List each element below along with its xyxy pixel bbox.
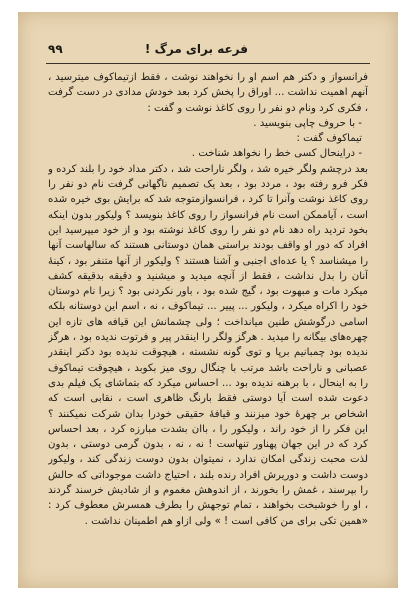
dialogue-line: - دراینحال کسی خط را نخواهد شناخت . — [191, 148, 362, 160]
paragraph: فرانسواز و دکتر هم اسم او را نخواهند نوشت ، فقط ازتیماکوف میترسید ، آنهم اهمیت نداشت ... اوراق را پخش کرد بعد خودش مدادی در دست گرفت ، فکری کرد ونام دو نفر را روی کاغذ نوشت و گفت : — [48, 72, 368, 114]
body-text — [48, 70, 368, 570]
running-title: فرعه برای مرگ ! — [144, 42, 248, 56]
dialogue-line: تیماکوف گفت : — [296, 133, 362, 145]
header-rule — [46, 63, 370, 64]
page-header — [48, 42, 368, 60]
paragraph: بعد درچشم ولگر خیره شد ، ولگر ناراحت شد ، دکتر مداد خود را بلند کرده و فکر فرو رفته بود ، مردد بود ، بعد یک تصمیم ناگهانی گرفت نام دو نفر را روی کاغذ نوشت وآنرا تا کرد ، فرانسوازمتوجه شد که برایش بوی خیره شده است ، آیاممکن است نام فرانسواز را روی کاغذ بنویسد ؟ ولیکور بدون اینکه بخود تردید راه دهد نام دو نفر را روی کاغذ نوشته بود و از خود میپرسید این افراد که دور او واقف بودند براستی همان دوستانی هستند که سالهاست آنها را میشناسد ؟ یا عده‌ای اجنبی و آشنا هستند ؟ ولیکور از آنها متنفر بود ، کینهٔ آنان را بدل نداشت ، فقط از آنچه میدید و میشنید و دقیقه بدقیقه کشف میکرد مات و مبهوت بود ، گیج شده بود ، باور نکردنی بود ؟ زیرا نام دوستان خود را اکراه میکرد ، ولیکور ... پییر ... تیماکوف ، نه ، اسم این دوستانه بلکه اسامی درگوشش طنین میانداخت ؛ ولی چشمانش این قیافه های تازه این چهره‌های بیگانه را میدید . هرگز ولگر را اینقدر پیر و فرتوت ندیده بود ، هرگز ندیده بود چمبانیم برپا و توی گونه نشسته ، هیچوقت ندیده بود دکتر اینقدر عصبانی و ناراحت باشد مرتب با چنگال روی میز بکوبد ، هیچوقت تیماکوف را به اینحال ، با برهنه ندیده بود ... احساس میکرد که بتماشای یک فیلم بدی دعوت شده است آیا دوستی فقط بارنگ ظاهری است ، نقابی است که اشخاص بر چهرهٔ خود میزنند و قیافهٔ حقیقی خودرا بدان شرکت نمیکنند ؟ این فکر را از خود راند ، ولیکور را ، باان بشدت مبارزه کرد ، بعد احساس کرد که در این جهان پهناور تنهاست ! نه ، نه ، بدون گرمی دوستی ، بدون لذت محبت زندگی امکان ندارد ، نمیتوان بدون دوست زندگی کند ، ولیکور دوست داشت و دوریرش افراد رنده بلند ، احتیاج داشت موجوداتی که حالش را بپرسند ، غمش را بخورند ، از اندوهش مغموم و از شادیش خرسند گردند ، او را خوشبخت بخواهند ، تمام توجهش را بطرف همسرش معطوف کرد : «همین تکی برای من کافی است ! » ولی ازاو هم اطمینان نداشت . — [48, 163, 368, 527]
page-number: ۹۹ — [48, 42, 63, 56]
book-page — [18, 12, 398, 588]
dialogue-line: - با حروف چاپی بنویسید . — [253, 117, 362, 129]
